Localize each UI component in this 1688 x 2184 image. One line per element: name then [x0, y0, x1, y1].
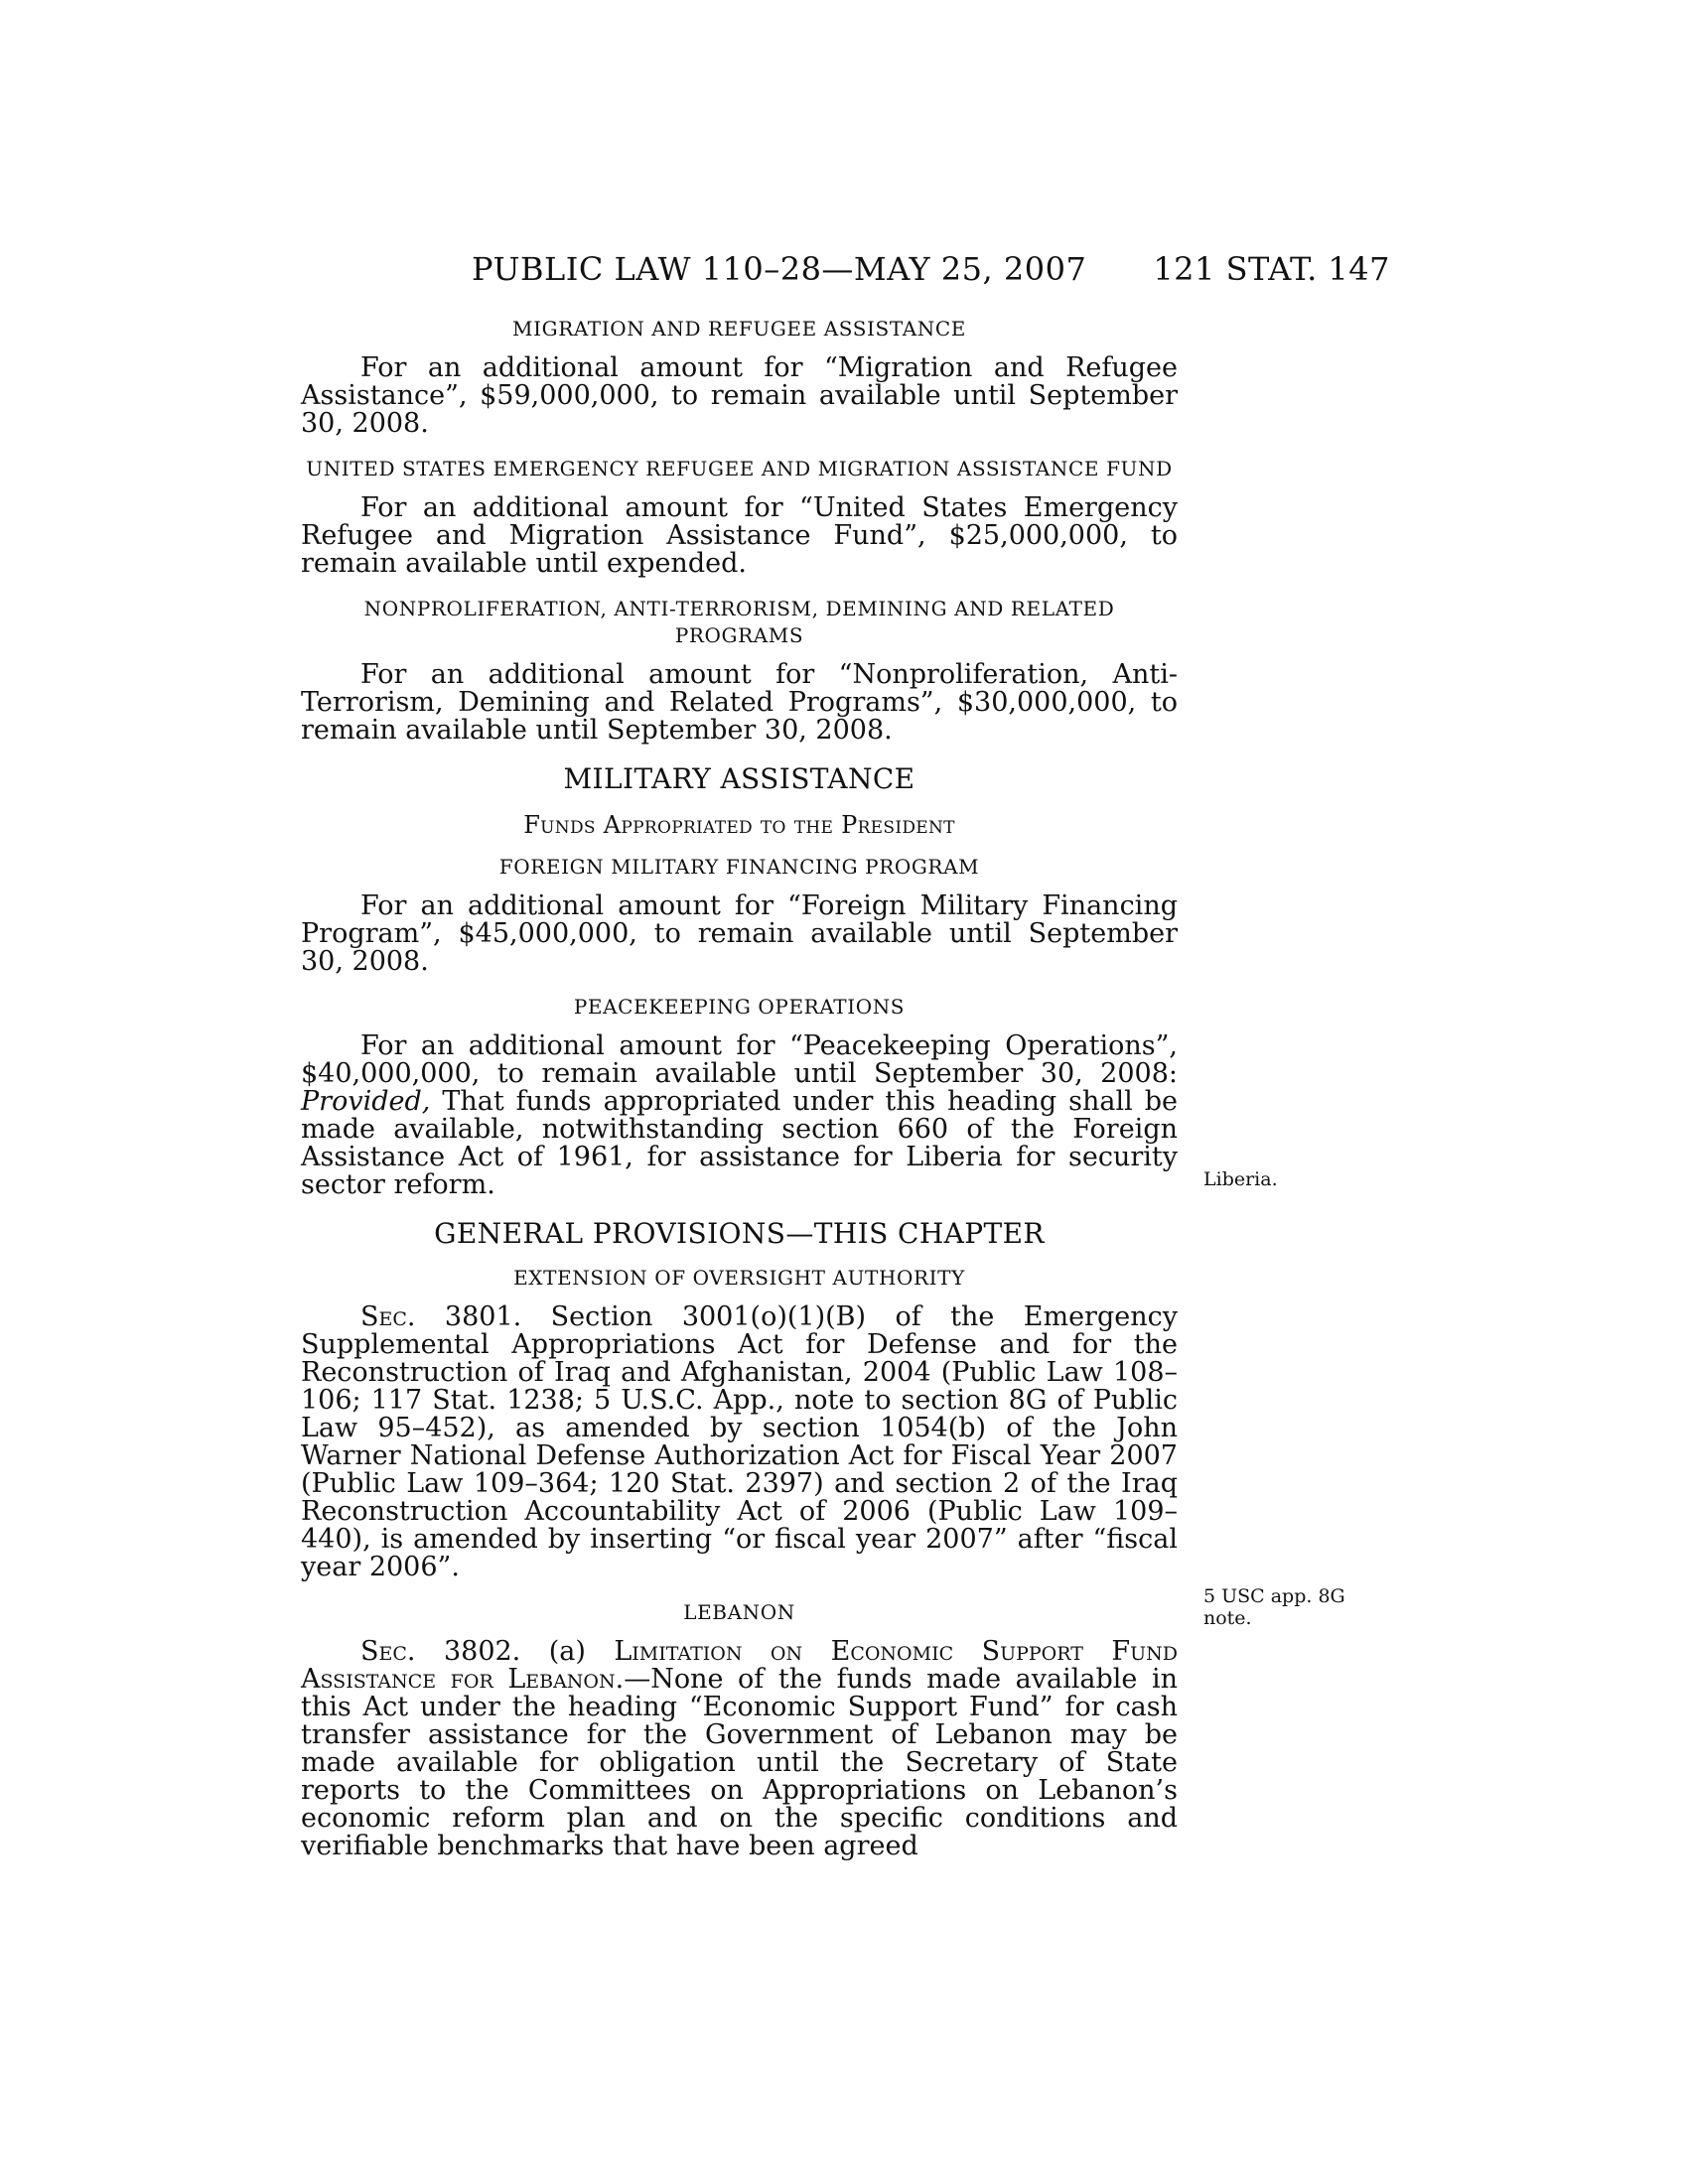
subheading-funds-president: Funds Appropriated to the President: [523, 811, 955, 839]
paragraph-migration: For an additional amount for “Migration and Refugee Assistance”, $59,000,000, to remain available until September 30, 2008.: [301, 352, 1178, 439]
paragraph-sec-3801: [301, 1303, 1178, 1581]
sec-3802-caption: Limitation on Economic Support Fund Assistance for Lebanon.: [301, 1636, 1178, 1695]
header-title: PUBLIC LAW 110–28—MAY 25, 2007: [472, 250, 1087, 288]
paragraph-nonproliferation: For an additional amount for “Nonproliferation, Anti-Terrorism, Demining and Related Programs”, $30,000,000, to remain available until September 30, 2008.: [301, 659, 1178, 746]
heading-peacekeeping: PEACEKEEPING OPERATIONS: [573, 995, 906, 1019]
heading-emergency-fund: UNITED STATES EMERGENCY REFUGEE AND MIGRATION ASSISTANCE FUND: [306, 457, 1173, 480]
running-header: [298, 250, 1390, 294]
margin-note-usc: 5 USC app. 8G note.: [1203, 1585, 1345, 1629]
heading-oversight: EXTENSION OF OVERSIGHT AUTHORITY: [513, 1266, 965, 1290]
margin-note-liberia: Liberia.: [1203, 1168, 1278, 1190]
heading-general-provisions: GENERAL PROVISIONS—THIS CHAPTER: [434, 1217, 1045, 1250]
peacekeeping-text-a: For an additional amount for “Peacekeeping Operations”, $40,000,000, to remain available until September 30, 2008:: [301, 1030, 1178, 1089]
peacekeeping-text-b: That funds appropriated under this heading shall be made available, notwithstanding section 660 of the Foreign Assistance Act of 1961, for assistance for Liberia for security sector reform.: [301, 1086, 1178, 1200]
sec-3802-text: —None of the funds made available in this Act under the heading “Economic Support Fund” for cash transfer assistance for the Government of Lebanon may be made available for obligation until the Secretary of State reports to the Committees on Appropriations on Lebanon’s economic reform plan and on the specific conditions and verifiable benchmarks that have been agreed: [301, 1664, 1178, 1861]
sec-3801-text: 3801. Section 3001(o)(1)(B) of the Emergency Supplemental Appropriations Act for Defense and for the Reconstruction of Iraq and Afghanistan, 2004 (Public Law 108–106; 117 Stat. 1238; 5 U.S.C. App., note to section 8G of Public Law 95–452), as amended by section 1054(b) of the John Warner National Defense Authorization Act for Fiscal Year 2007 (Public Law 109–364; 120 Stat. 2397) and section 2 of the Iraq Reconstruction Accountability Act of 2006 (Public Law 109–440), is amended by inserting “or fiscal year 2007” after “fiscal year 2006”.: [301, 1301, 1178, 1582]
heading-fmf: FOREIGN MILITARY FINANCING PROGRAM: [498, 855, 980, 879]
sec-3802-number: 3802. (a): [415, 1636, 615, 1667]
heading-lebanon: LEBANON: [683, 1600, 795, 1624]
paragraph-sec-3802: [301, 1638, 1178, 1860]
sec-label-3802: Sec.: [360, 1636, 416, 1667]
header-page-number: 121 STAT. 147: [1153, 250, 1390, 288]
paragraph-emergency-fund: For an additional amount for “United States Emergency Refugee and Migration Assistance Fund”, $25,000,000, to remain available until expended.: [301, 492, 1178, 579]
paragraph-fmf: For an additional amount for “Foreign Military Financing Program”, $45,000,000, to remain available until September 30, 2008.: [301, 890, 1178, 977]
sec-label-3801: Sec.: [360, 1301, 416, 1332]
heading-military-assistance: MILITARY ASSISTANCE: [563, 762, 915, 795]
heading-nonproliferation: NONPROLIFERATION, ANTI-TERRORISM, DEMINING AND RELATED PROGRAMS: [363, 597, 1115, 647]
heading-migration: MIGRATION AND REFUGEE ASSISTANCE: [512, 317, 966, 341]
paragraph-peacekeeping: [301, 1032, 1178, 1199]
document-body: [301, 316, 1178, 1878]
provided-italic: Provided,: [301, 1086, 431, 1117]
